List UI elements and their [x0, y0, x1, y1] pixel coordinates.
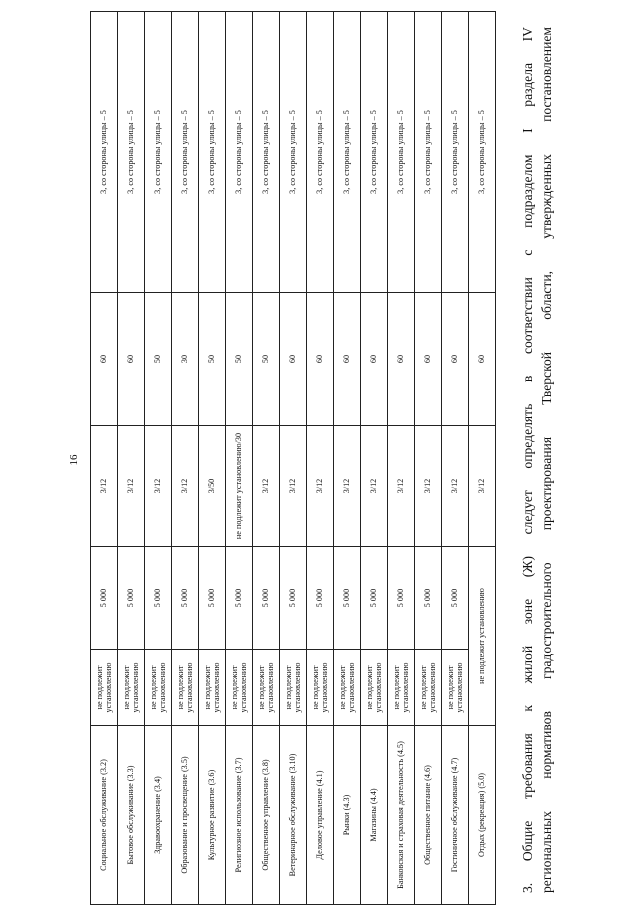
table-row — [415, 12, 442, 905]
table-cell-min-area: не подлежит установлению — [361, 650, 388, 726]
table-cell-coverage: 60 — [91, 293, 118, 426]
table-cell-setback: 3, со стороны улицы – 5 — [361, 12, 388, 293]
table-cell-floors-height: 3/12 — [91, 426, 118, 547]
table-row — [145, 12, 172, 905]
table-row — [91, 12, 118, 905]
table-body — [91, 12, 496, 905]
table-cell-min-area: не подлежит установлению — [307, 650, 334, 726]
table-cell-min-area: не подлежит установлению — [226, 650, 253, 726]
table-cell-max-area: 5 000 — [145, 547, 172, 650]
table-cell-coverage: 60 — [118, 293, 145, 426]
table-cell-setback: 3, со стороны улицы – 5 — [415, 12, 442, 293]
table-cell-max-area: 5 000 — [199, 547, 226, 650]
table-cell-coverage: 60 — [388, 293, 415, 426]
table-cell-floors-height: 3/12 — [280, 426, 307, 547]
table-row — [172, 12, 199, 905]
table-row — [361, 12, 388, 905]
table-cell-min-area: не подлежит установлению — [334, 650, 361, 726]
table-cell-use-type: Общественное питание (4.6) — [415, 726, 442, 905]
table-cell-max-area: 5 000 — [442, 547, 469, 650]
table-cell-max-area: 5 000 — [361, 547, 388, 650]
paragraph-line: 3. Общие требования к жилой зоне (Ж) следует определять в соответствии с подразделом I раздела IV — [520, 27, 535, 893]
table-cell-use-type: Отдых (рекреация) (5.0) — [469, 726, 496, 905]
table-cell-use-type: Магазины (4.4) — [361, 726, 388, 905]
table-cell-max-area: 5 000 — [280, 547, 307, 650]
table-cell-use-type: Бытовое обслуживание (3.3) — [118, 726, 145, 905]
table-cell-floors-height: не подлежит установлению/30 — [226, 426, 253, 547]
table-cell-use-type: Культурное развитие (3.6) — [199, 726, 226, 905]
table-cell-coverage: 60 — [334, 293, 361, 426]
table-cell-setback: 3, со стороны улицы – 5 — [226, 12, 253, 293]
table-cell-max-area: 5 000 — [118, 547, 145, 650]
table-cell-coverage: 60 — [280, 293, 307, 426]
table-cell-min-area: не подлежит установлению — [388, 650, 415, 726]
table-cell-merged-area: не подлежит установлению — [469, 547, 496, 726]
table-row — [442, 12, 469, 905]
table-cell-floors-height: 3/12 — [307, 426, 334, 547]
table-cell-floors-height: 3/12 — [145, 426, 172, 547]
table-cell-floors-height: 3/12 — [253, 426, 280, 547]
table-cell-use-type: Образование и просвещение (3.5) — [172, 726, 199, 905]
table-cell-floors-height: 3/12 — [334, 426, 361, 547]
rotated-page-content — [90, 0, 610, 905]
table-row — [334, 12, 361, 905]
table-row — [469, 12, 496, 905]
table-cell-coverage: 50 — [199, 293, 226, 426]
table-cell-setback: 3, со стороны улицы – 5 — [91, 12, 118, 293]
table-cell-use-type: Ветеринарное обслуживание (3.10) — [280, 726, 307, 905]
table-cell-setback: 3, со стороны улицы – 5 — [172, 12, 199, 293]
table-cell-max-area: 5 000 — [172, 547, 199, 650]
table-cell-floors-height: 3/12 — [118, 426, 145, 547]
table-cell-use-type: Религиозное использование (3.7) — [226, 726, 253, 905]
table-cell-max-area: 5 000 — [334, 547, 361, 650]
table-cell-max-area: 5 000 — [253, 547, 280, 650]
table-cell-max-area: 5 000 — [91, 547, 118, 650]
table-cell-floors-height: 3/12 — [442, 426, 469, 547]
table-row — [388, 12, 415, 905]
table-cell-setback: 3, со стороны улицы – 5 — [442, 12, 469, 293]
table-row — [118, 12, 145, 905]
table-cell-floors-height: 3/50 — [199, 426, 226, 547]
table-cell-coverage: 50 — [145, 293, 172, 426]
table-cell-min-area: не подлежит установлению — [199, 650, 226, 726]
table-cell-coverage: 60 — [361, 293, 388, 426]
table-cell-coverage: 50 — [253, 293, 280, 426]
table-cell-min-area: не подлежит установлению — [118, 650, 145, 726]
table-cell-min-area: не подлежит установлению — [280, 650, 307, 726]
table-cell-setback: 3, со стороны улицы – 5 — [469, 12, 496, 293]
table-cell-min-area: не подлежит установлению — [415, 650, 442, 726]
table-cell-setback: 3, со стороны улицы – 5 — [280, 12, 307, 293]
table-cell-floors-height: 3/12 — [388, 426, 415, 547]
table-cell-floors-height: 3/12 — [469, 426, 496, 547]
table-cell-min-area: не подлежит установлению — [172, 650, 199, 726]
table-cell-use-type: Деловое управление (4.1) — [307, 726, 334, 905]
table-cell-max-area: 5 000 — [415, 547, 442, 650]
table-row — [307, 12, 334, 905]
table-row — [253, 12, 280, 905]
table-cell-setback: 3, со стороны улицы – 5 — [145, 12, 172, 293]
table-cell-coverage: 50 — [226, 293, 253, 426]
table-cell-coverage: 60 — [469, 293, 496, 426]
table-cell-setback: 3, со стороны улицы – 5 — [307, 12, 334, 293]
table-cell-use-type: Здравоохранение (3.4) — [145, 726, 172, 905]
table-row — [226, 12, 253, 905]
table-cell-min-area: не подлежит установлению — [145, 650, 172, 726]
table-cell-coverage: 60 — [415, 293, 442, 426]
table-cell-use-type: Гостиничное обслуживание (4.7) — [442, 726, 469, 905]
table-cell-floors-height: 3/12 — [415, 426, 442, 547]
table-row — [280, 12, 307, 905]
table-cell-max-area: 5 000 — [226, 547, 253, 650]
paragraph-line: региональных нормативов градостроительного проектирования Тверской области, утвержденных постановлением — [539, 27, 554, 893]
table-cell-setback: 3, со стороны улицы – 5 — [388, 12, 415, 293]
table-cell-setback: 3, со стороны улицы – 5 — [253, 12, 280, 293]
table-cell-min-area: не подлежит установлению — [253, 650, 280, 726]
page-number: 16 — [68, 454, 80, 466]
table-cell-max-area: 5 000 — [307, 547, 334, 650]
table-cell-floors-height: 3/12 — [361, 426, 388, 547]
table-cell-use-type: Рынки (4.3) — [334, 726, 361, 905]
table-cell-floors-height: 3/12 — [172, 426, 199, 547]
table-cell-setback: 3, со стороны улицы – 5 — [334, 12, 361, 293]
table-cell-coverage: 60 — [307, 293, 334, 426]
table-cell-use-type: Банковская и страховая деятельность (4.5) — [388, 726, 415, 905]
zone-parameters-table — [90, 11, 496, 905]
table-cell-use-type: Социальное обслуживание (3.2) — [91, 726, 118, 905]
table-cell-setback: 3, со стороны улицы – 5 — [199, 12, 226, 293]
table-cell-setback: 3, со стороны улицы – 5 — [118, 12, 145, 293]
table-row — [199, 12, 226, 905]
table-cell-max-area: 5 000 — [388, 547, 415, 650]
body-paragraph — [518, 27, 556, 893]
table-cell-min-area: не подлежит установлению — [91, 650, 118, 726]
table-cell-min-area: не подлежит установлению — [442, 650, 469, 726]
table-cell-coverage: 60 — [442, 293, 469, 426]
table-cell-coverage: 30 — [172, 293, 199, 426]
table-cell-use-type: Общественное управление (3.8) — [253, 726, 280, 905]
zone-parameters-table-wrapper — [90, 52, 496, 905]
